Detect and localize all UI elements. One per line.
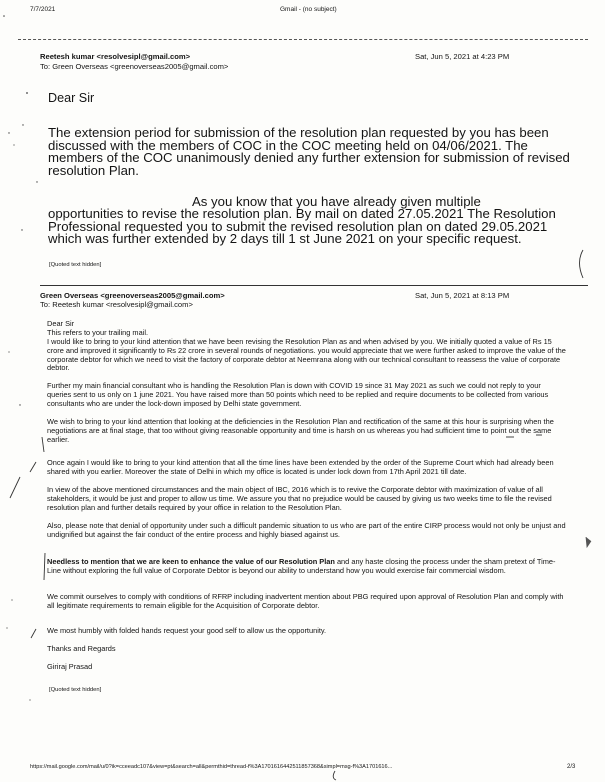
recipient: To: Reetesh kumar <resolvesipl@gmail.com>	[40, 300, 193, 309]
greeting: Dear Sir	[47, 319, 75, 328]
message-body-line: As you know that you have already given multiple	[192, 194, 481, 209]
paragraph: We most humbly with folded hands request your good self to allow us the opportunity.	[47, 626, 327, 635]
message-date: Sat, Jun 5, 2021 at 8:13 PM	[415, 291, 510, 300]
paragraph: This refers to your trailing mail.	[47, 328, 149, 337]
emphasized-text: Needless to mention that we are keen to enhance the value of our Resolution Plan	[47, 557, 335, 566]
paragraph: We commit ourselves to comply with conditions of RFRP including inadvertent mention about PBG required upon approval of Resolution Plan and comply with all legitimate requirements to remain eligible for the Acquisition of Corporate debtor.	[47, 592, 564, 610]
message-date: Sat, Jun 5, 2021 at 4:23 PM	[415, 52, 510, 61]
sender: Reetesh kumar <resolvesipl@gmail.com>	[40, 52, 191, 61]
greeting: Dear Sir	[48, 91, 95, 105]
print-date: 7/7/2021	[30, 6, 56, 13]
paragraph-text: and any haste closing the process under the sham pretext of Time-Line without exploring the full value of Corporate Debtor is beyond our ability to understand how you would exercise fair commercial wisdom.	[47, 557, 556, 575]
message-body: opportunities to revise the resolution plan. By mail on dated 27.05.2021 The Resolution Professional requested you to submit the revised resolution plan on dated 29.05.2021 which was further extended by 2 days till 1 st June 2021 on your specific request.	[48, 206, 556, 246]
quoted-text-toggle[interactable]: [Quoted text hidden]	[49, 687, 102, 693]
signature: Giriraj Prasad	[47, 662, 93, 671]
print-title: Gmail - (no subject)	[280, 6, 337, 13]
paragraph: Also, please note that denial of opportunity under such a difficult pandemic situation to us who are part of the entire CIRP process would not only be unjust and undignified but against the fair conduct of the entire process and highly biased against us.	[47, 521, 566, 539]
page-url[interactable]: https://mail.google.com/mail/u/0?ik=cceeadc107&view=pt&search=all&permthid=thread-f%3A1701616442511857368&simpl=msg-f%3A1701616...	[30, 764, 393, 770]
paragraph: In view of the above mentioned circumstances and the main object of IBC, 2016 which is to revive the Corporate debtor with maximization of value of all stakeholders, it would be just and proper to allow us time. We assure you that no prejudice would be caused by giving us two weeks time to file the revised resolution plan and further details required by your office in relation to the Resolution Plan.	[47, 485, 552, 512]
paragraph: Further my main financial consultant who is handling the Resolution Plan is down with COVID 19 since 31 May 2021 as such we could not reply to your queries sent to us only on 1 june 2021. You have raised more than 50 points which need to be replied and require documents to be collected from various consultants who are under the lock-down imposed by Delhi state government.	[47, 381, 549, 408]
quoted-text-toggle[interactable]: [Quoted text hidden]	[49, 262, 102, 268]
paragraph: Once again I would like to bring to your kind attention that all the time lines have been extended by the order of the Supreme Court which had already been shared with you earlier. Moreover the state of Delhi in which my office is located is under lock down from 17th April 2021 till date.	[47, 458, 554, 476]
sender: Green Overseas <greenoverseas2005@gmail.com>	[40, 291, 225, 300]
closing: Thanks and Regards	[47, 644, 116, 653]
recipient: To: Green Overseas <greenoverseas2005@gmail.com>	[40, 62, 229, 71]
paragraph: I would like to bring to your kind attention that we have been revising the Resolution Plan as and when advised by you. We initially quoted a value of Rs 15 crore and improved it significantly to Rs 22 crore in several rounds of negotiations. you would appreciate that we were further asked to improve the value of the corporate debtor for which we need to visit the factory of corporate debtor at Neemrana along with our technical consultant to reassess the value of corporate debtor.	[47, 337, 566, 373]
page-number: 2/3	[567, 764, 576, 770]
paragraph: We wish to bring to your kind attention that looking at the deficiencies in the Resolution Plan and rectification of the same at this hour is surprising when the negotiations are at final stage, that too without giving reasonable opportunity and time is harsh on us whereas you had sufficient time to point out the same earlier.	[47, 417, 554, 444]
message-body: The extension period for submission of the resolution plan requested by you has been discussed with the members of COC in the COC meeting held on 04/06/2021. The members of the COC unanimously denied any further extension for submission of revised resolution Plan.	[48, 125, 570, 178]
